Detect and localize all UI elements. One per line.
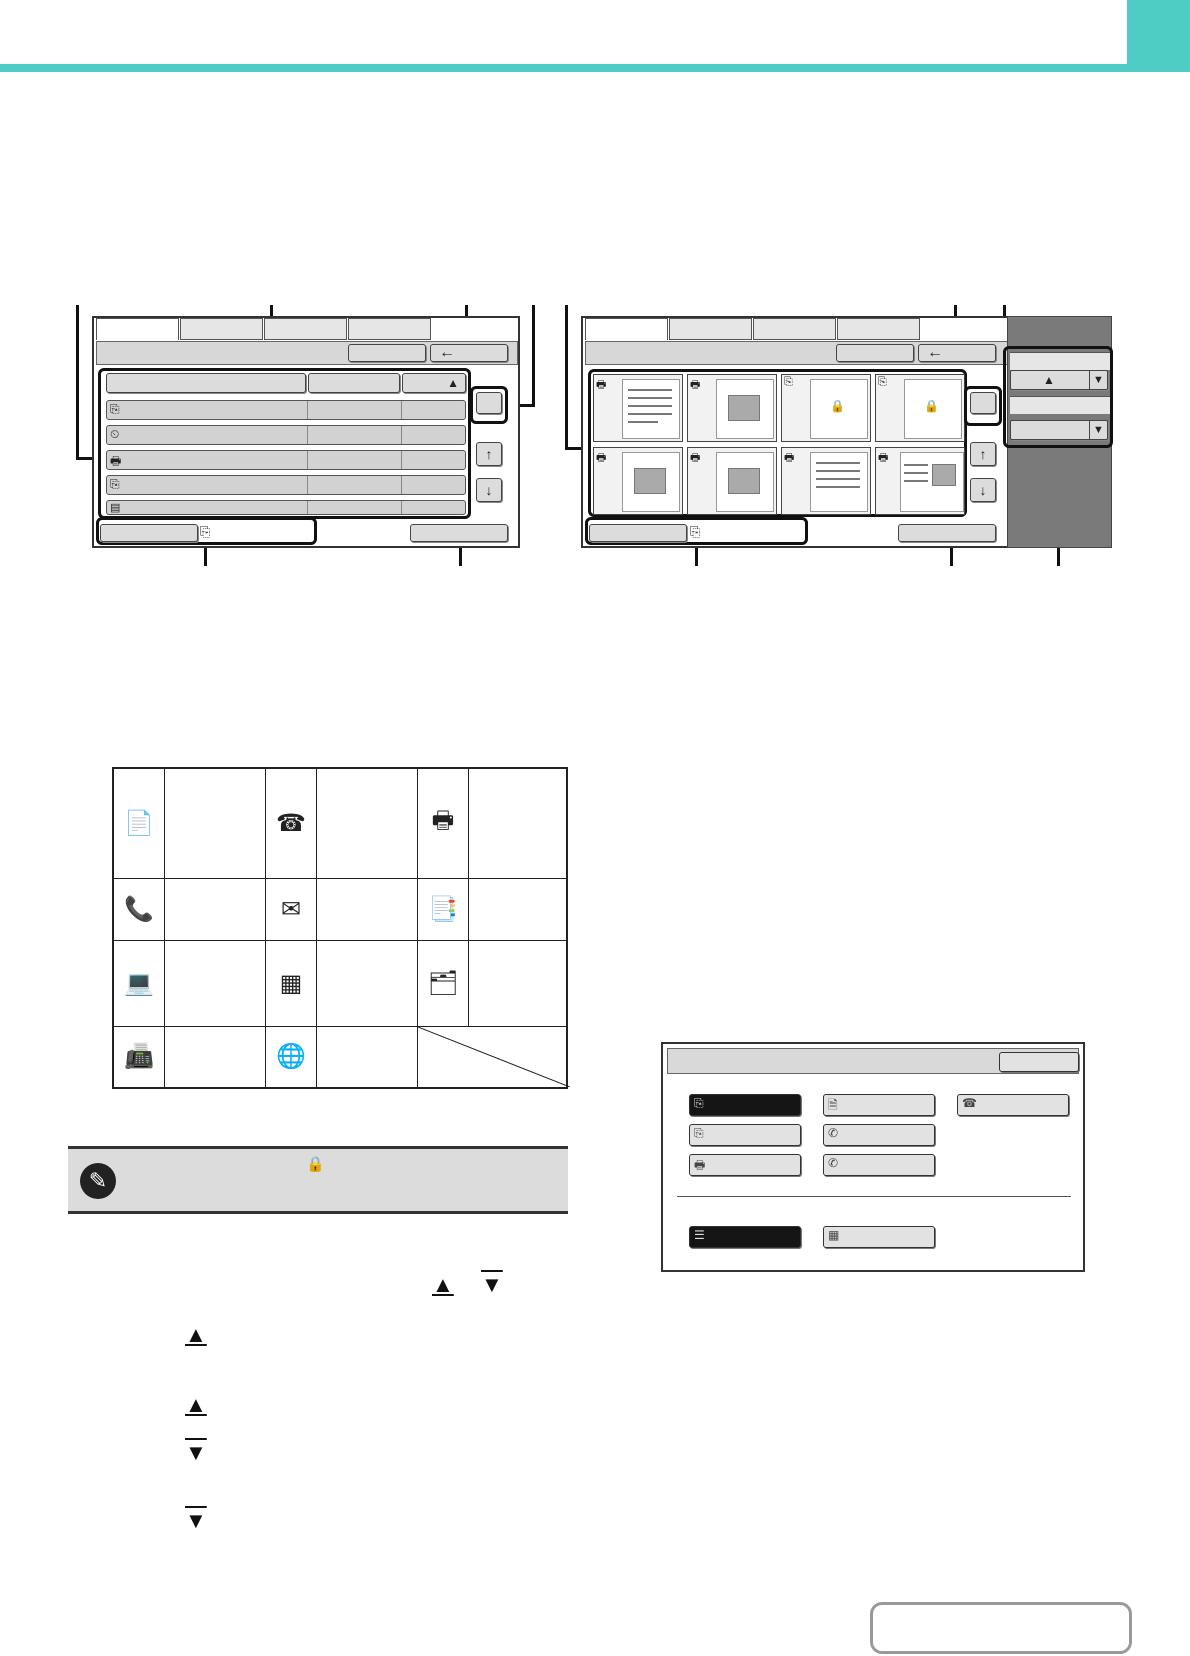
sort-value: ▲ (1043, 373, 1055, 387)
column-header-name[interactable] (106, 373, 306, 393)
list-item[interactable] (106, 400, 466, 420)
table-cell (165, 768, 266, 878)
table-cell (469, 940, 568, 1026)
sort-label-bar (1010, 352, 1110, 370)
internet-fax-receive-icon: ☎ (266, 768, 317, 878)
job-count-icon: ⎘ (200, 524, 211, 539)
lock-icon: 🔒 (924, 399, 939, 413)
copy-icon: ⎘ (784, 376, 793, 388)
table-cell (165, 878, 266, 940)
copy-icon: ⎘ (110, 477, 120, 491)
thumbnail-locked[interactable] (875, 374, 965, 442)
pc-print-icon: 🖶 (596, 452, 607, 464)
job-type-all-button[interactable] (689, 1094, 801, 1116)
page-number-box (870, 1602, 1132, 1654)
pc-print-icon: 🖶 (418, 768, 469, 878)
back-button[interactable]: ← (430, 344, 508, 362)
job-icon-table (112, 767, 568, 1089)
empty-cell (418, 1026, 568, 1088)
sort-key-select[interactable] (1010, 420, 1108, 440)
fax-send-icon: 📞 (113, 878, 165, 940)
job-type-copy-button[interactable] (689, 1124, 801, 1146)
sort-ascending-icon: ▲ (432, 1272, 454, 1297)
select-all-button[interactable] (589, 524, 687, 542)
note-box (68, 1146, 568, 1214)
scan-to-ftp-icon: ▦ (266, 940, 317, 1026)
print-icon: 🖶 (694, 1158, 706, 1172)
thumbnail-document-photo[interactable] (875, 447, 965, 515)
callout-lead (565, 305, 568, 450)
copy-icon: ⎘ (694, 1126, 704, 1140)
job-type-scan-button[interactable] (823, 1094, 935, 1116)
copy-icon: ⎘ (878, 376, 887, 388)
sort-descending-icon: ▼ (185, 1508, 207, 1533)
page-counter (476, 392, 502, 414)
pc-print-icon: 🖶 (690, 379, 701, 391)
copy-icon: ⎘ (110, 402, 120, 416)
pc-print-icon: 🖶 (596, 379, 607, 391)
display-settings-dialog (661, 1042, 1085, 1272)
display-settings-button[interactable] (898, 524, 996, 542)
sort-label-bar (1010, 396, 1110, 414)
divider (677, 1196, 1071, 1197)
table-cell (317, 768, 418, 878)
ok-button[interactable] (999, 1052, 1079, 1072)
sort-ascending-icon: ▲ (185, 1322, 207, 1347)
thumbnail-view-button[interactable] (823, 1226, 935, 1248)
scan-icon: 🗎 (828, 1098, 838, 1112)
tab-1[interactable] (96, 318, 179, 340)
tab-3[interactable] (264, 318, 347, 340)
list-view-button[interactable] (689, 1226, 801, 1248)
header-button[interactable] (836, 344, 914, 362)
pc-print-icon: 🖶 (690, 452, 701, 464)
back-button[interactable]: ← (918, 344, 996, 362)
callout-lead (76, 305, 79, 460)
table-cell (469, 878, 568, 940)
tab-4[interactable] (837, 318, 920, 340)
scan-to-email-icon: ✉ (266, 878, 317, 940)
list-item[interactable] (106, 450, 466, 470)
sort-ascending-icon: ▲ (185, 1392, 207, 1417)
chevron-down-icon: ▼ (1089, 371, 1107, 389)
pc-print-icon: 🖶 (878, 452, 889, 464)
table-cell (469, 768, 568, 878)
pc-fax-icon: 📠 (113, 1026, 165, 1088)
sort-button[interactable]: ▲ (402, 373, 466, 393)
thumbnail-photo[interactable] (593, 447, 683, 515)
job-count-icon: ⎘ (690, 524, 701, 539)
tab-2[interactable] (180, 318, 263, 340)
tab-4[interactable] (348, 318, 431, 340)
job-type-fax-button[interactable] (823, 1124, 935, 1146)
pc-print-icon: 🖶 (784, 452, 795, 464)
scan-icon: ▤ (110, 502, 121, 514)
thumbnail-view-icon: ▦ (828, 1228, 840, 1242)
table-cell (317, 940, 418, 1026)
scroll-down-button[interactable]: ↓ (970, 478, 996, 502)
scan-to-network-folder-icon: 🗂 (418, 940, 469, 1026)
pc-internet-fax-icon: 🌐 (266, 1026, 317, 1088)
pc-print-icon: 🖶 (110, 454, 122, 468)
internet-fax-icon: ☎ (962, 1096, 977, 1110)
copy-timer-icon: ⏲ (110, 427, 120, 441)
file-retrieve-icon: 📑 (418, 878, 469, 940)
list-item[interactable] (106, 475, 466, 495)
all-jobs-icon: ⎘ (694, 1096, 704, 1110)
header-rule (0, 64, 1190, 72)
scan-to-pc-icon: 💻 (113, 940, 165, 1026)
callout-lead (532, 305, 535, 407)
header-corner-tab (1127, 0, 1190, 72)
pencil-icon: ✎ (80, 1163, 116, 1199)
select-all-button[interactable] (100, 524, 198, 542)
pc-fax-icon: ✆ (828, 1156, 839, 1170)
table-cell (165, 1026, 266, 1088)
thumbnail-photo[interactable] (687, 374, 777, 442)
thumbnail-document[interactable] (593, 374, 683, 442)
list-item[interactable] (106, 500, 466, 515)
lock-icon: 🔒 (830, 399, 845, 413)
sort-order-select[interactable] (1010, 370, 1108, 390)
thumbnail-locked[interactable] (781, 374, 871, 442)
job-type-print-button[interactable] (689, 1154, 801, 1176)
header-button[interactable] (348, 344, 426, 362)
scroll-down-button[interactable]: ↓ (476, 478, 502, 502)
sort-descending-icon: ▼ (185, 1440, 207, 1465)
column-header-date[interactable] (308, 373, 400, 393)
list-view-icon: ☰ (694, 1228, 705, 1242)
thumbnail-document[interactable] (781, 447, 871, 515)
job-type-internet-fax-button[interactable] (957, 1094, 1069, 1116)
tab-1[interactable] (585, 318, 668, 340)
sort-descending-icon: ▼ (481, 1272, 503, 1297)
diagonal-strike (418, 1027, 570, 1087)
display-settings-button[interactable] (410, 524, 508, 542)
table-cell (317, 878, 418, 940)
scroll-up-button[interactable]: ↑ (476, 442, 502, 466)
lock-icon: 🔒 (306, 1156, 325, 1173)
chevron-down-icon: ▼ (1089, 421, 1107, 439)
thumbnail-photo[interactable] (687, 447, 777, 515)
page-counter (970, 392, 996, 414)
fax-icon: ✆ (828, 1126, 839, 1140)
job-type-pc-fax-button[interactable] (823, 1154, 935, 1176)
table-cell (165, 940, 266, 1026)
table-cell (317, 1026, 418, 1088)
tab-3[interactable] (753, 318, 836, 340)
list-item[interactable] (106, 425, 466, 445)
tab-2[interactable] (669, 318, 752, 340)
copy-job-icon: 📄 (113, 768, 165, 878)
scroll-up-button[interactable]: ↑ (970, 442, 996, 466)
